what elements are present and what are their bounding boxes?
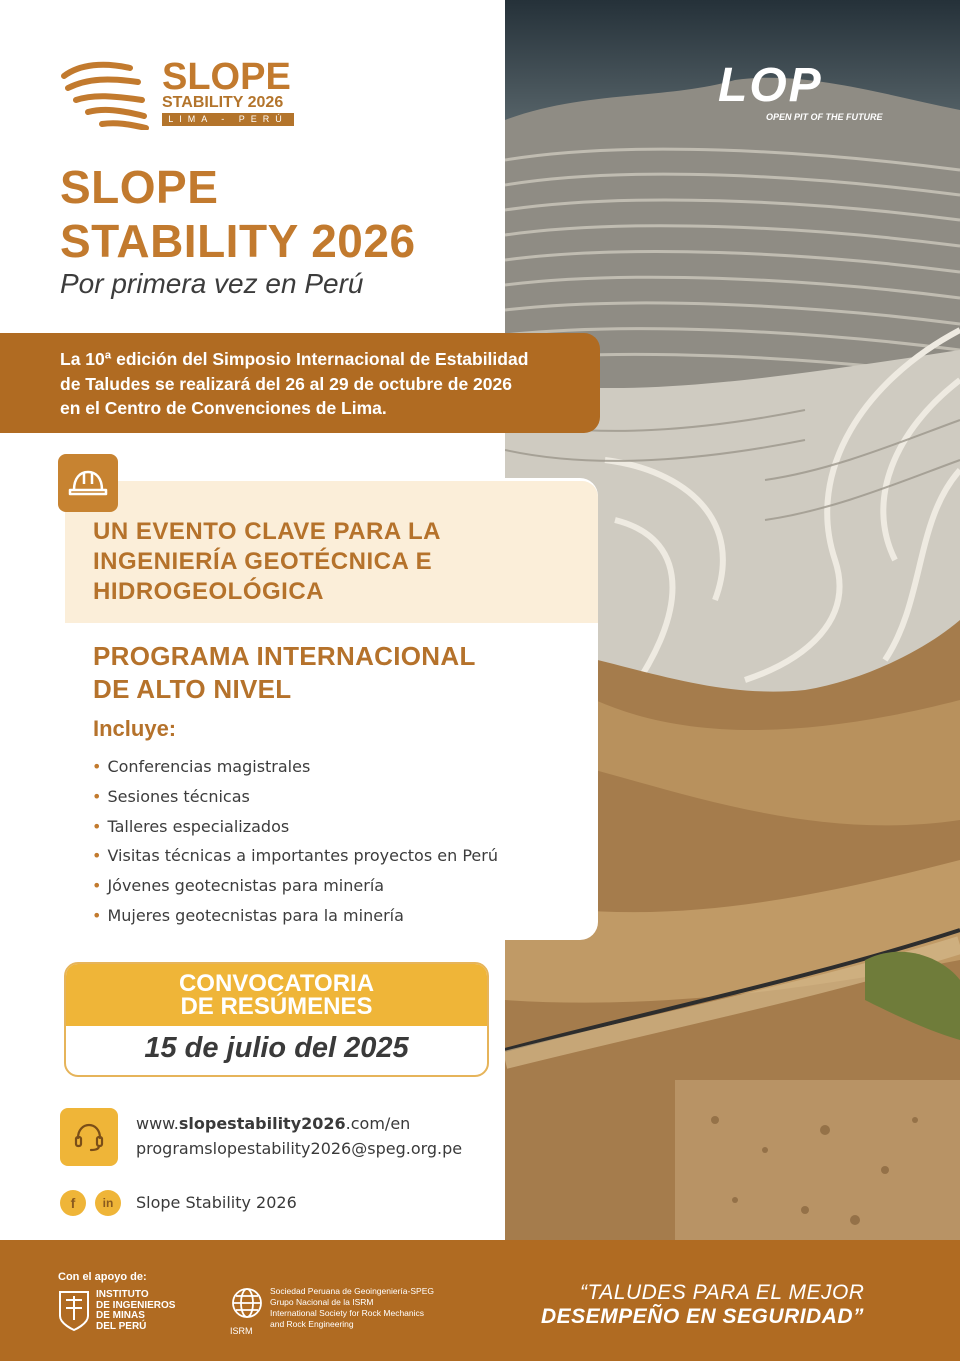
logo-line-2: STABILITY 2026 (162, 94, 284, 111)
website-prefix: www. (136, 1114, 179, 1133)
headset-icon (72, 1120, 106, 1154)
call-for-abstracts (64, 962, 489, 1077)
banner-line-2: de Taludes se realizará del 26 al 29 de octubre de 2026 (60, 373, 512, 394)
helmet-badge (58, 454, 118, 512)
list-item (92, 812, 498, 842)
call-title-line-2: DE RESÚMENES (180, 993, 373, 1020)
subtitle: Por primera vez en Perú (60, 268, 364, 299)
main-title (60, 160, 416, 268)
contact-badge (60, 1108, 118, 1166)
iimp-name (96, 1290, 175, 1332)
website-suffix: .com/en (345, 1114, 411, 1133)
list-item (92, 782, 498, 812)
program-heading-line-2: DE ALTO NIVEL (93, 674, 292, 704)
isrm-label: ISRM (230, 1326, 253, 1336)
website-domain: slopestability2026 (178, 1114, 346, 1133)
speg-name (270, 1286, 434, 1330)
banner-line-3: en el Centro de Convenciones de Lima. (60, 398, 387, 418)
speg-line-4: and Rock Engineering (270, 1319, 354, 1329)
lop-logo (718, 59, 888, 124)
list-item-text: Sesiones técnicas (107, 786, 250, 806)
facebook-icon[interactable]: f (60, 1190, 86, 1216)
logo-line-1: SLOPE (162, 56, 291, 98)
support-label: Con el apoyo de: (58, 1271, 147, 1283)
call-title (66, 972, 487, 1018)
list-item-text: Conferencias magistrales (107, 757, 311, 776)
bullet-icon: • (92, 786, 102, 806)
slope-stability-logo (58, 58, 308, 130)
iimp-shield-icon (58, 1290, 90, 1332)
list-item-text: Jóvenes geotecnistas para minería (107, 876, 385, 896)
includes-label: Incluye: (93, 716, 177, 741)
list-item (92, 871, 498, 901)
bullet-icon: • (92, 876, 102, 896)
linkedin-icon[interactable]: in (95, 1190, 121, 1216)
list-item (92, 752, 498, 782)
logo-location: LIMA - PERÚ (162, 113, 294, 126)
slogan-line-1: “TALUDES PARA EL MEJOR (580, 1281, 865, 1304)
website-link[interactable] (136, 1114, 410, 1133)
program-heading-line-1: PROGRAMA INTERNACIONAL (93, 641, 476, 671)
peru-map-icon (58, 58, 154, 130)
iimp-line-2: DE INGENIEROS (96, 1299, 176, 1311)
list-item (92, 841, 498, 871)
bullet-icon: • (92, 905, 102, 925)
call-title-line-1: CONVOCATORIA (178, 970, 375, 997)
list-item-text: Talleres especializados (107, 816, 290, 836)
iimp-logo (58, 1290, 208, 1336)
list-item (92, 901, 498, 931)
list-item-text: Visitas técnicas a importantes proyectos en Perú (107, 846, 498, 866)
announcement-banner (0, 333, 600, 433)
event-heading-line-3: HIDROGEOLÓGICA (93, 578, 325, 605)
call-deadline: 15 de julio del 2025 (144, 1032, 409, 1064)
email-link[interactable]: programslopestability2026@speg.org.pe (136, 1139, 463, 1158)
speg-line-3: International Society for Rock Mechanics (270, 1308, 425, 1318)
main-title-line-2: STABILITY 2026 (60, 215, 416, 267)
social-handle: Slope Stability 2026 (136, 1193, 297, 1212)
lop-tagline: OPEN PIT OF THE FUTURE (766, 112, 883, 122)
list-item-text: Mujeres geotecnistas para la minería (107, 905, 404, 925)
hard-hat-icon (68, 466, 108, 500)
lop-wordmark: LOP (718, 59, 823, 112)
iimp-line-4: DEL PERÚ (96, 1320, 147, 1332)
bullet-icon: • (92, 757, 102, 776)
bullet-icon: • (92, 816, 102, 836)
globe-icon (230, 1286, 264, 1320)
slogan-line-2: DESEMPEÑO EN SEGURIDAD” (541, 1305, 865, 1328)
banner-line-1: La 10ª edición del Simposio Internacional de Estabilidad (60, 349, 529, 369)
event-heading (93, 517, 441, 607)
program-heading (93, 640, 476, 706)
speg-line-1: Sociedad Peruana de Geoingeniería-SPEG (270, 1286, 434, 1296)
program-list (92, 752, 498, 931)
event-heading-line-2: INGENIERÍA GEOTÉCNICA E (93, 548, 433, 575)
event-heading-line-1: UN EVENTO CLAVE PARA LA (93, 518, 441, 545)
bullet-icon: • (92, 846, 102, 866)
iimp-line-1: INSTITUTO (96, 1289, 149, 1300)
iimp-line-3: DE MINAS (96, 1310, 145, 1321)
speg-line-2: Grupo Nacional de la ISRM (270, 1297, 374, 1307)
main-title-line-1: SLOPE (60, 161, 219, 213)
speg-isrm-logo (230, 1286, 470, 1338)
